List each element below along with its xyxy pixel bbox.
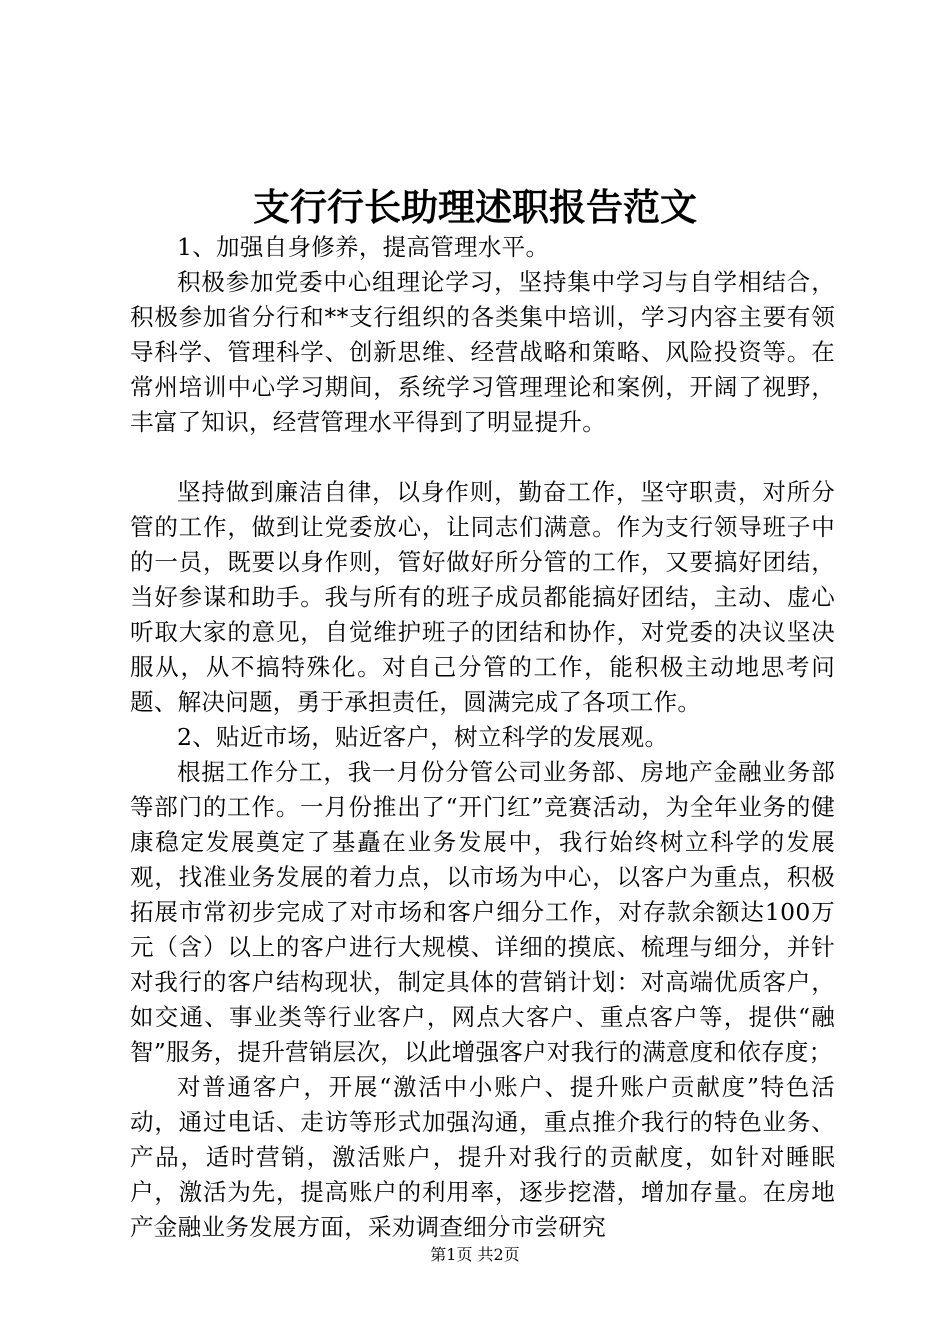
paragraph: 坚持做到廉洁自律，以身作则，勤奋工作，坚守职责，对所分管的工作，做到让党委放心，让同志们满意。作为支行领导班子中的一员，既要以身作则，管好做好所分管的工作，又要搞好团结，当好参谋和助手。我与所有的班子成员都能搞好团结，主动、虚心听取大家的意见，自觉维护班子的团结和协作，对党委的决议坚决服从，从不搞特殊化。对自己分管的工作，能积极主动地思考问题、解决问题，勇于承担责任，圆满完成了各项工作。 (130, 478, 835, 716)
paragraph: 积极参加党委中心组理论学习，坚持集中学习与自学相结合，积极参加省分行和**支行组织的各类集中培训，学习内容主要有领导科学、管理科学、创新思维、经营战略和策略、风险投资等。在常州培训中心学习期间，系统学习管理理论和案例，开阔了视野，丰富了知识，经营管理水平得到了明显提升。 (130, 268, 835, 436)
paragraph-spacer (130, 440, 835, 475)
page-footer: 第1页 共2页 (430, 1245, 520, 1264)
paragraph: 对普通客户，开展“激活中小账户、提升账户贡献度”特色活动，通过电话、走访等形式加强沟通，重点推介我行的特色业务、产品，适时营销，激活账户，提升对我行的贡献度，如针对睡眠户，激活为先，提高账户的利用率，逐步挖潜，增加存量。在房地产金融业务发展方面，采劝调查细分市尝研究 (130, 1073, 835, 1241)
document-body (130, 230, 835, 1245)
paragraph-heading-2: 2、贴近市场，贴近客户，树立科学的发展观。 (177, 723, 669, 751)
document-title: 支行行长助理述职报告范文 (253, 185, 697, 229)
paragraph: 根据工作分工，我一月份分管公司业务部、房地产金融业务部等部门的工作。一月份推出了“开门红”竞赛活动，为全年业务的健康稳定发展奠定了基矗在业务发展中，我行始终树立科学的发展观，找准业务发展的着力点，以市场为中心，以客户为重点，积极拓展市常初步完成了对市场和客户细分工作，对存款余额达100万元（含）以上的客户进行大规模、详细的摸底、梳理与细分，并针对我行的客户结构现状，制定具体的营销计划：对高端优质客户，如交通、事业类等行业客户，网点大客户、重点客户等，提供“融智”服务，提升营销层次，以此增强客户对我行的满意度和依存度； (130, 758, 835, 1066)
paragraph-heading-1: 1、加强自身修养，提高管理水平。 (177, 233, 550, 261)
